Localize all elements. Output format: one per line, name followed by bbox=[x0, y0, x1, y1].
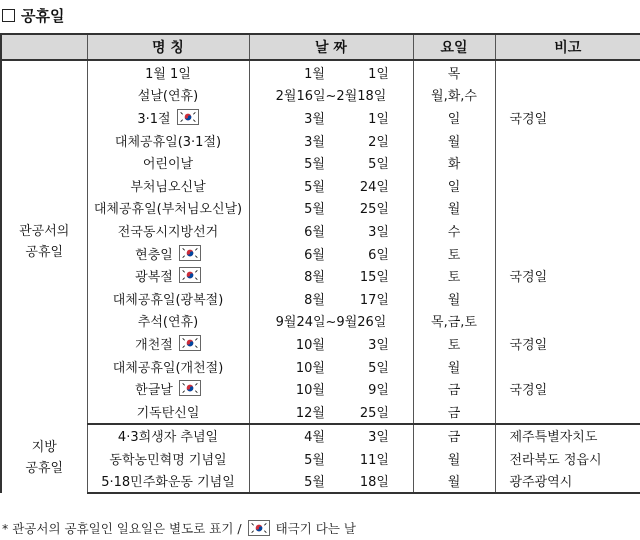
holiday-date-cell bbox=[249, 242, 413, 265]
holiday-date-cell bbox=[249, 219, 413, 242]
holiday-date-cell bbox=[249, 60, 413, 84]
holiday-weekday: 월 bbox=[413, 197, 495, 220]
holiday-date-cell bbox=[249, 106, 413, 129]
holiday-note bbox=[495, 151, 640, 174]
holiday-name-cell bbox=[87, 264, 249, 287]
holiday-weekday: 토 bbox=[413, 264, 495, 287]
holiday-note bbox=[495, 174, 640, 197]
table-row bbox=[1, 129, 640, 152]
holiday-name: 부처님오신날 bbox=[130, 179, 206, 195]
holiday-name: 개천절 bbox=[135, 337, 173, 353]
table-row bbox=[1, 355, 640, 378]
holiday-name-cell bbox=[87, 151, 249, 174]
table-row bbox=[1, 377, 640, 400]
holiday-month: 10월 bbox=[295, 383, 325, 399]
holiday-name-cell bbox=[87, 287, 249, 310]
holiday-day: 5일 bbox=[368, 157, 389, 173]
holiday-weekday: 월 bbox=[413, 129, 495, 152]
holiday-month: 6월 bbox=[304, 224, 325, 240]
holiday-name-cell bbox=[87, 400, 249, 424]
table-row bbox=[1, 264, 640, 287]
holiday-name: 전국동시지방선거 bbox=[117, 224, 219, 240]
holiday-day: 6일 bbox=[368, 247, 389, 263]
section-title-text: 공휴일 bbox=[21, 6, 65, 25]
holiday-name-cell bbox=[87, 60, 249, 84]
holiday-name-cell bbox=[87, 129, 249, 152]
table-header-row bbox=[1, 34, 640, 60]
taegukgi-flag-icon bbox=[179, 335, 201, 351]
holiday-weekday: 화 bbox=[413, 151, 495, 174]
holiday-name-cell bbox=[87, 242, 249, 265]
holiday-name-cell bbox=[87, 174, 249, 197]
holiday-month: 1월 bbox=[304, 66, 325, 82]
table-row bbox=[1, 60, 640, 84]
holiday-note: 국경일 bbox=[495, 106, 640, 129]
holiday-name: 동학농민혁명 기념일 bbox=[109, 452, 227, 468]
table-row bbox=[1, 470, 640, 494]
holiday-date-cell bbox=[249, 310, 413, 333]
holiday-name: 광복절 bbox=[135, 270, 173, 286]
holiday-name-cell bbox=[87, 424, 249, 448]
holiday-name: 대체공휴일(부처님오신날) bbox=[93, 202, 243, 218]
holiday-weekday: 금 bbox=[413, 377, 495, 400]
holiday-day: 3일 bbox=[368, 430, 389, 446]
holiday-day: 11일 bbox=[359, 452, 389, 468]
holiday-weekday: 토 bbox=[413, 332, 495, 355]
holiday-name: 추석(연휴) bbox=[137, 315, 199, 331]
holiday-date-cell bbox=[249, 377, 413, 400]
holiday-month: 8월 bbox=[304, 270, 325, 286]
holiday-weekday: 월 bbox=[413, 355, 495, 378]
holiday-name: 현충일 bbox=[135, 247, 173, 263]
holiday-weekday: 토 bbox=[413, 242, 495, 265]
holiday-name: 1월 1일 bbox=[145, 66, 191, 82]
holiday-name-cell bbox=[87, 84, 249, 107]
holiday-day: 9일 bbox=[368, 383, 389, 399]
holiday-name-cell bbox=[87, 377, 249, 400]
holiday-weekday: 월 bbox=[413, 287, 495, 310]
holiday-note: 제주특별자치도 bbox=[495, 424, 640, 448]
holiday-day: 2일 bbox=[368, 134, 389, 150]
holiday-month: 3월 bbox=[304, 134, 325, 150]
holiday-name: 5·18민주화운동 기념일 bbox=[101, 475, 235, 491]
holiday-name-cell bbox=[87, 470, 249, 494]
holiday-weekday: 월 bbox=[413, 470, 495, 494]
holiday-date-cell bbox=[249, 355, 413, 378]
holiday-note bbox=[495, 400, 640, 424]
holiday-date-cell bbox=[249, 174, 413, 197]
holiday-weekday: 금 bbox=[413, 424, 495, 448]
holiday-day: 5일 bbox=[368, 360, 389, 376]
table-row bbox=[1, 151, 640, 174]
table-row bbox=[1, 242, 640, 265]
holiday-weekday: 월,화,수 bbox=[413, 84, 495, 107]
holiday-day: 1일 bbox=[368, 111, 389, 127]
holiday-weekday: 금 bbox=[413, 400, 495, 424]
holiday-note: 국경일 bbox=[495, 264, 640, 287]
group-label-local: 지방 공휴일 bbox=[1, 424, 87, 494]
holiday-note bbox=[495, 84, 640, 107]
table-row bbox=[1, 400, 640, 424]
holiday-date-cell bbox=[249, 332, 413, 355]
holiday-day: 25일 bbox=[359, 202, 389, 218]
holiday-day: 1일 bbox=[368, 66, 389, 82]
footnote bbox=[2, 519, 356, 537]
section-title bbox=[2, 4, 64, 26]
footnote-text-before: * 관공서의 공휴일인 일요일은 별도로 표기 / bbox=[2, 521, 242, 536]
holiday-weekday: 수 bbox=[413, 219, 495, 242]
holiday-date-cell bbox=[249, 447, 413, 470]
holiday-name: 대체공휴일(3·1절) bbox=[114, 134, 222, 150]
holiday-note bbox=[495, 242, 640, 265]
holiday-month: 5월 bbox=[304, 179, 325, 195]
table-row bbox=[1, 447, 640, 470]
holiday-note: 전라북도 정읍시 bbox=[495, 447, 640, 470]
holiday-month: 8월 bbox=[304, 292, 325, 308]
holiday-date-cell bbox=[249, 400, 413, 424]
holiday-date-cell bbox=[249, 151, 413, 174]
holiday-day: 25일 bbox=[359, 405, 389, 421]
holiday-name: 설날(연휴) bbox=[137, 89, 199, 105]
holiday-name: 어린이날 bbox=[142, 157, 194, 173]
holiday-date-cell bbox=[249, 424, 413, 448]
table-row bbox=[1, 84, 640, 107]
holiday-name: 기독탄신일 bbox=[136, 405, 200, 421]
holiday-note: 광주광역시 bbox=[495, 470, 640, 494]
holiday-name-cell bbox=[87, 310, 249, 333]
holiday-note bbox=[495, 219, 640, 242]
footnote-text-after: 태극기 다는 날 bbox=[275, 521, 356, 536]
holiday-note bbox=[495, 60, 640, 84]
holiday-month: 5월 bbox=[304, 157, 325, 173]
holiday-note: 국경일 bbox=[495, 332, 640, 355]
table-row bbox=[1, 424, 640, 448]
holiday-name-cell bbox=[87, 219, 249, 242]
holiday-name-cell bbox=[87, 447, 249, 470]
taegukgi-flag-icon bbox=[179, 245, 201, 261]
table-row bbox=[1, 106, 640, 129]
table-row bbox=[1, 174, 640, 197]
holiday-day: 15일 bbox=[359, 270, 389, 286]
holiday-date-cell bbox=[249, 264, 413, 287]
taegukgi-flag-icon bbox=[177, 109, 199, 125]
table-row bbox=[1, 219, 640, 242]
table-row bbox=[1, 332, 640, 355]
holiday-name-cell bbox=[87, 332, 249, 355]
holiday-weekday: 일 bbox=[413, 106, 495, 129]
holiday-name-cell bbox=[87, 355, 249, 378]
holiday-month: 5월 bbox=[304, 475, 325, 491]
holiday-name: 대체공휴일(개천절) bbox=[112, 360, 224, 376]
holiday-name: 대체공휴일(광복절) bbox=[112, 292, 224, 308]
header-name: 명 칭 bbox=[87, 34, 249, 60]
holiday-date-cell bbox=[249, 197, 413, 220]
group-label-public: 관공서의 공휴일 bbox=[1, 60, 87, 424]
holiday-date-range: 9월24일~9월26일 bbox=[275, 315, 387, 331]
holiday-month: 3월 bbox=[304, 111, 325, 127]
taegukgi-flag-icon bbox=[179, 267, 201, 283]
holiday-date-cell bbox=[249, 287, 413, 310]
holiday-note bbox=[495, 287, 640, 310]
holiday-note: 국경일 bbox=[495, 377, 640, 400]
taegukgi-flag-icon bbox=[248, 520, 270, 536]
holiday-day: 17일 bbox=[359, 292, 389, 308]
holiday-weekday: 일 bbox=[413, 174, 495, 197]
holiday-day: 24일 bbox=[359, 179, 389, 195]
taegukgi-flag-icon bbox=[179, 380, 201, 396]
holiday-month: 5월 bbox=[304, 452, 325, 468]
holiday-name: 3·1절 bbox=[137, 111, 171, 127]
holiday-month: 5월 bbox=[304, 202, 325, 218]
holiday-month: 4월 bbox=[304, 430, 325, 446]
table-row bbox=[1, 310, 640, 333]
header-note: 비고 bbox=[495, 34, 640, 60]
holiday-note bbox=[495, 129, 640, 152]
holiday-day: 3일 bbox=[368, 337, 389, 353]
holiday-month: 10월 bbox=[295, 360, 325, 376]
holiday-day: 3일 bbox=[368, 224, 389, 240]
holiday-name: 4·3희생자 추념일 bbox=[117, 430, 219, 446]
header-blank bbox=[1, 34, 87, 60]
holiday-day: 18일 bbox=[359, 475, 389, 491]
holiday-note bbox=[495, 355, 640, 378]
table-row bbox=[1, 197, 640, 220]
holiday-table bbox=[0, 33, 640, 494]
header-weekday: 요일 bbox=[413, 34, 495, 60]
holiday-month: 6월 bbox=[304, 247, 325, 263]
holiday-name: 한글날 bbox=[135, 383, 173, 399]
holiday-name-cell bbox=[87, 197, 249, 220]
header-date: 날 짜 bbox=[249, 34, 413, 60]
holiday-weekday: 목,금,토 bbox=[413, 310, 495, 333]
holiday-date-range: 2월16일~2월18일 bbox=[275, 89, 387, 105]
holiday-date-cell bbox=[249, 129, 413, 152]
holiday-name-cell bbox=[87, 106, 249, 129]
holiday-month: 12월 bbox=[295, 405, 325, 421]
holiday-note bbox=[495, 310, 640, 333]
holiday-note bbox=[495, 197, 640, 220]
holiday-date-cell bbox=[249, 470, 413, 494]
table-row bbox=[1, 287, 640, 310]
holiday-weekday: 월 bbox=[413, 447, 495, 470]
holiday-date-cell bbox=[249, 84, 413, 107]
checkbox-square-icon bbox=[2, 9, 15, 22]
holiday-month: 10월 bbox=[295, 337, 325, 353]
holiday-weekday: 목 bbox=[413, 60, 495, 84]
